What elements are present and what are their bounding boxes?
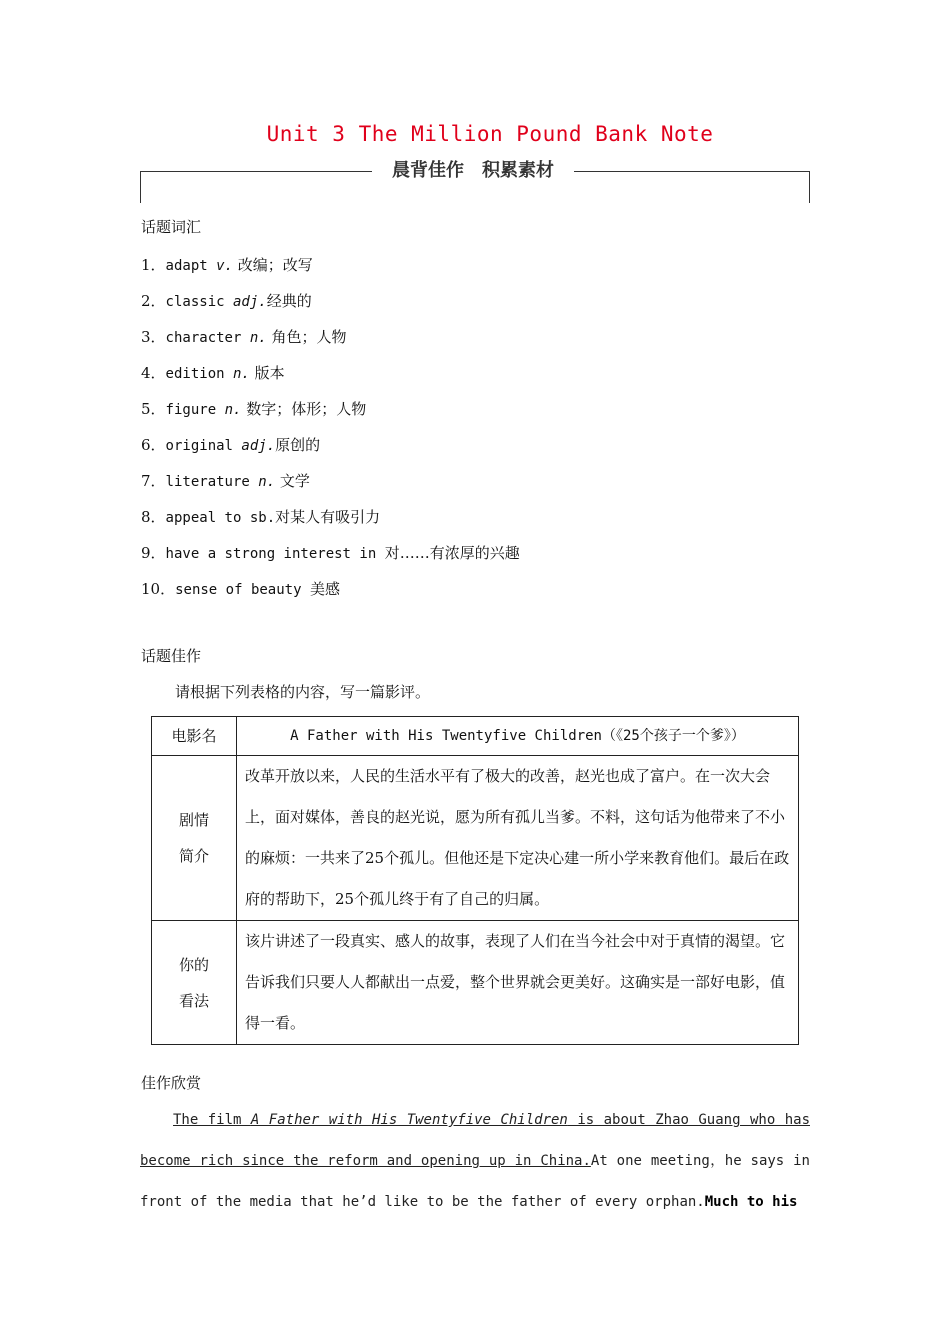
- view-text: 该片讲述了一段真实、感人的故事，表现了人们在当今社会中对于真情的渴望。它告诉我们只要人人都献出一点爱，整个世界就会更美好。这确实是一部好电影，值得一看。: [237, 921, 799, 1045]
- sample-essay: [140, 1100, 810, 1223]
- view-label-line2: 看法: [178, 991, 209, 1010]
- vocab-pos: n.: [249, 330, 267, 346]
- writing-instruction: 请根据下列表格的内容，写一篇影评。: [175, 683, 431, 701]
- vocab-item: [141, 319, 520, 355]
- vocab-item: [141, 463, 520, 499]
- table-row: [152, 717, 799, 756]
- vocab-item: [141, 391, 520, 427]
- vocab-pos: n.: [224, 402, 242, 418]
- vocab-word: character: [165, 330, 250, 346]
- banner-rule-right: [574, 171, 810, 172]
- view-label-line1: 你的: [178, 955, 209, 974]
- banner-bracket-right: [809, 171, 810, 203]
- essay-text: The film: [173, 1112, 251, 1128]
- plot-label-line2: 简介: [178, 847, 209, 865]
- vocab-pos: n.: [258, 474, 276, 490]
- essay-text: At one meeting，he says in front of the media that he’d like to be the father of every orphan.: [140, 1153, 810, 1210]
- plot-label: [152, 756, 237, 921]
- vocab-number: 3．: [141, 328, 166, 346]
- film-name-value: A Father with His Twentyfive Children（《25个孩子一个爹》）: [237, 717, 799, 756]
- vocab-meaning: 经典的: [266, 292, 312, 310]
- vocab-number: 10．: [141, 580, 176, 598]
- film-name-label: 电影名: [152, 717, 237, 756]
- plot-label-line1: 剧情: [178, 811, 209, 829]
- vocab-word: appeal to sb.: [165, 510, 276, 526]
- appreciation-heading: 佳作欣赏: [141, 1074, 202, 1092]
- section-banner: [140, 158, 810, 204]
- vocab-item: [141, 427, 520, 463]
- vocab-meaning: 对……有浓厚的兴趣: [384, 544, 520, 562]
- vocab-word: edition: [165, 366, 233, 382]
- banner-bracket-left: [140, 171, 141, 203]
- vocab-word: classic: [165, 294, 233, 310]
- vocab-word: adapt: [165, 258, 217, 274]
- vocab-meaning: 改编；改写: [232, 256, 313, 274]
- vocab-pos: adj.: [241, 438, 276, 454]
- banner-rule-left: [140, 171, 372, 172]
- vocab-number: 4．: [141, 364, 166, 382]
- vocab-word: have a strong interest in: [165, 546, 385, 562]
- vocab-word: sense of beauty: [175, 582, 310, 598]
- vocab-number: 5．: [141, 400, 166, 418]
- essay-film-title: A Father with His Twentyfive Children: [250, 1112, 568, 1128]
- vocab-item: [141, 283, 520, 319]
- vocab-meaning: 版本: [249, 364, 285, 382]
- vocab-meaning: 对某人有吸引力: [275, 508, 381, 526]
- vocab-pos: n.: [232, 366, 250, 382]
- vocab-item: [141, 571, 520, 607]
- vocab-pos: adj.: [232, 294, 267, 310]
- vocab-number: 2．: [141, 292, 166, 310]
- vocab-item: [141, 499, 520, 535]
- writing-heading: 话题佳作: [141, 647, 202, 665]
- vocab-item: [141, 247, 520, 283]
- vocab-item: [141, 535, 520, 571]
- vocab-word: literature: [165, 474, 259, 490]
- table-row: [152, 756, 799, 921]
- vocab-number: 1．: [141, 256, 166, 274]
- vocab-number: 6．: [141, 436, 166, 454]
- vocab-meaning: 数字；体形；人物: [241, 400, 367, 418]
- banner-text: 晨背佳作 积累素材: [392, 160, 554, 181]
- vocab-heading: 话题词汇: [141, 218, 202, 236]
- essay-text: is about Zhao Guang who has become rich since the reform and opening up in China.: [140, 1112, 810, 1169]
- plot-summary: 改革开放以来，人民的生活水平有了极大的改善，赵光也成了富户。在一次大会上，面对媒体，善良的赵光说，愿为所有孤儿当爹。不料，这句话为他带来了不小的麻烦：一共来了25个孤儿。但他还是下定决心建一所小学来教育他们。最后在政府的帮助下，25个孤儿终于有了自己的归属。: [237, 756, 799, 921]
- vocab-pos: v.: [216, 258, 233, 274]
- film-info-table: [151, 716, 799, 1045]
- vocab-word: original: [165, 438, 242, 454]
- vocab-meaning: 角色；人物: [266, 328, 347, 346]
- vocab-item: [141, 355, 520, 391]
- vocab-list: [141, 247, 520, 607]
- vocab-meaning: 原创的: [275, 436, 321, 454]
- page-title: Unit 3 The Million Pound Bank Note: [266, 122, 714, 146]
- vocab-number: 9．: [141, 544, 166, 562]
- vocab-meaning: 美感: [309, 580, 340, 598]
- view-label: [152, 921, 237, 1045]
- vocab-meaning: 文学: [275, 472, 310, 490]
- vocab-number: 8．: [141, 508, 166, 526]
- essay-bold-phrase: Much to his: [704, 1194, 798, 1210]
- table-row: [152, 921, 799, 1045]
- vocab-number: 7．: [141, 472, 166, 490]
- vocab-word: figure: [165, 402, 225, 418]
